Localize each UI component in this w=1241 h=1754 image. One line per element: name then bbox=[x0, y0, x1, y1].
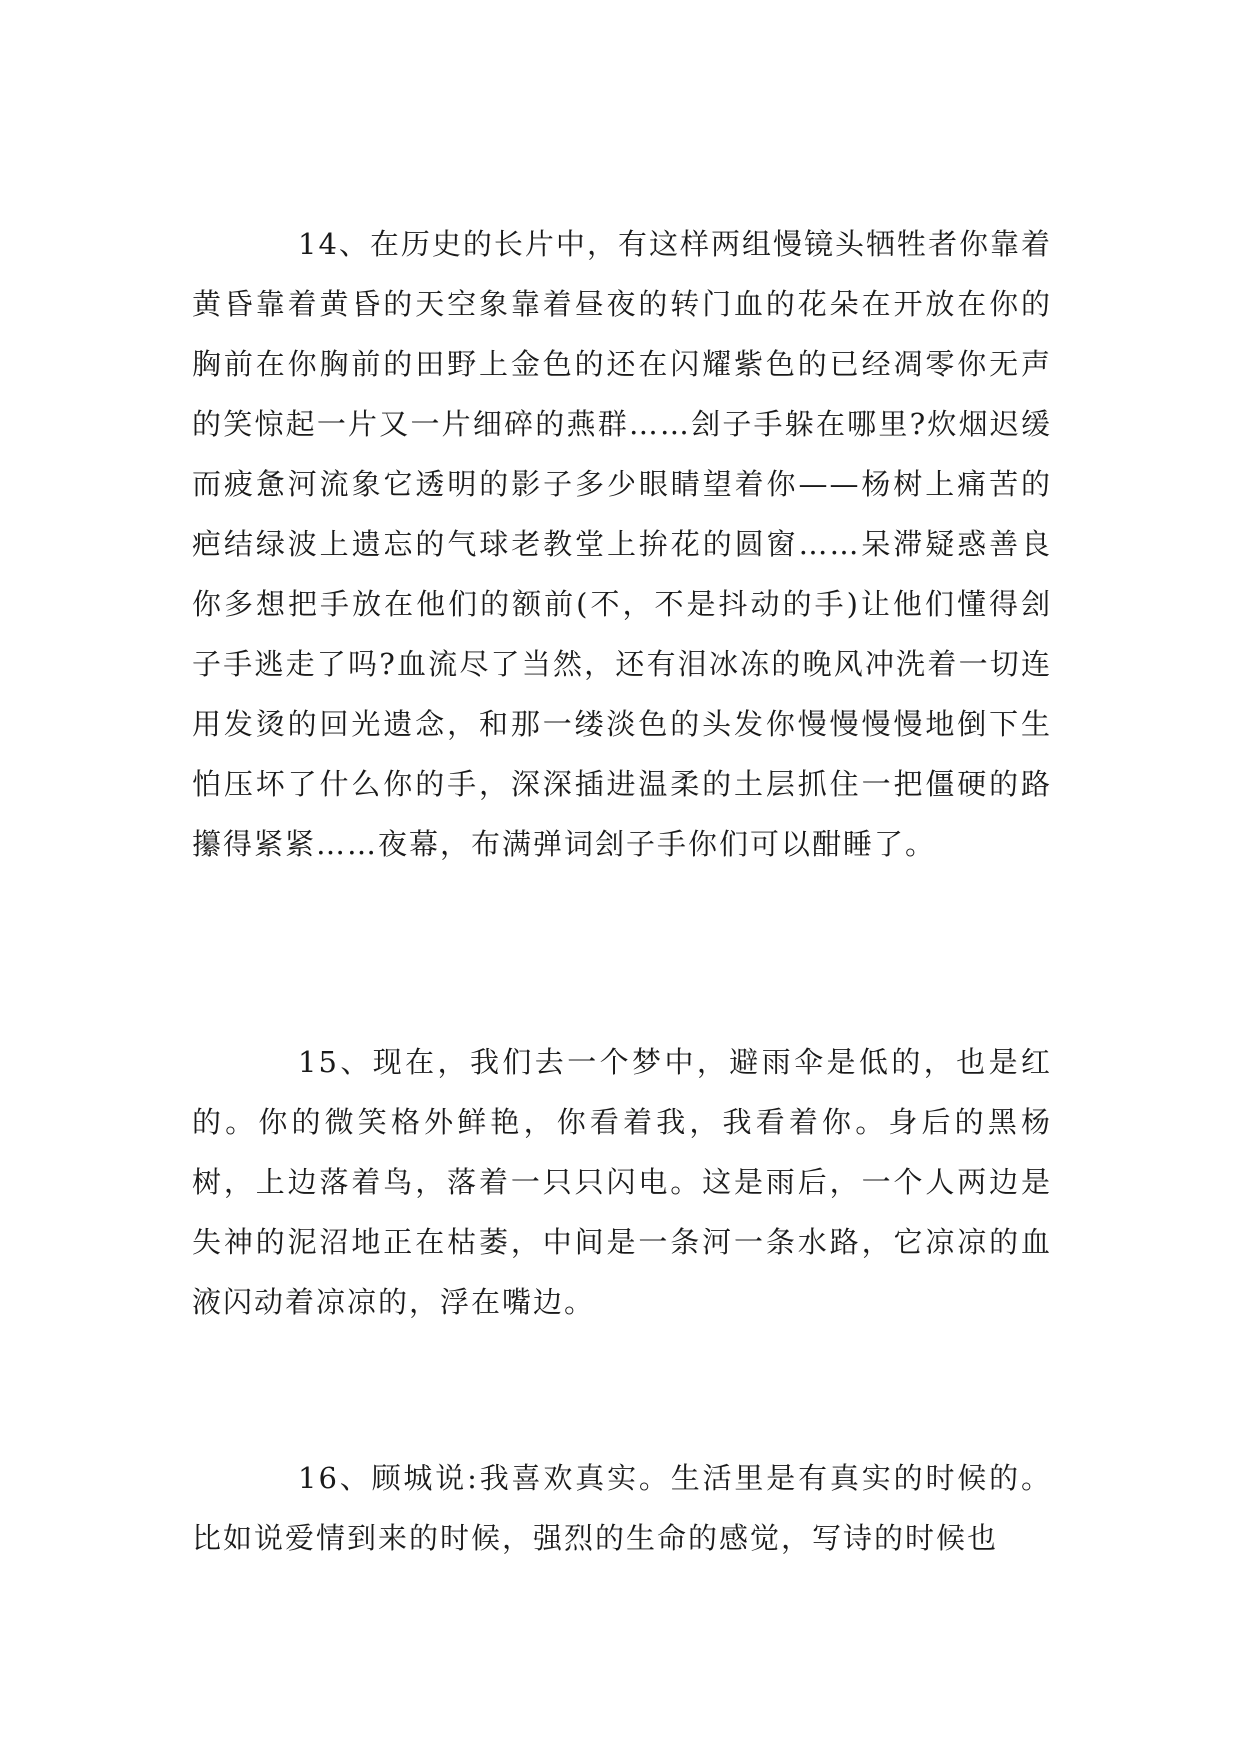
paragraph-16: 16、顾城说:我喜欢真实。生活里是有真实的时候的。比如说爱情到来的时候，强烈的生命的感觉，写诗的时候也 bbox=[192, 1461, 1052, 1555]
paragraph-14: 14、在历史的长片中，有这样两组慢镜头牺牲者你靠着黄昏靠着黄昏的天空象靠着昼夜的转门血的花朵在开放在你的胸前在你胸前的田野上金色的还在闪耀紫色的已经凋零你无声的笑惊起一片又一片细碎的燕群……刽子手躲在哪里?炊烟迟缓而疲惫河流象它透明的影子多少眼睛望着你——杨树上痛苦的疤结绿波上遗忘的气球老教堂上拚花的圆窗……呆滞疑惑善良你多想把手放在他们的额前(不，不是抖动的手)让他们懂得刽子手逃走了吗?血流尽了当然，还有泪冰冻的晚风冲洗着一切连用发烫的回光遗念，和那一缕淡色的头发你慢慢慢慢地倒下生怕压坏了什么你的手，深深插进温柔的土层抓住一把僵硬的路攥得紧紧……夜幕，布满弹词刽子手你们可以酣睡了。 bbox=[192, 227, 1052, 861]
paragraph-15: 15、现在，我们去一个梦中，避雨伞是低的，也是红的。你的微笑格外鲜艳，你看着我，我看着你。身后的黑杨树，上边落着鸟，落着一只只闪电。这是雨后，一个人两边是失神的泥沼地正在枯萎，中间是一条河一条水路，它凉凉的血液闪动着凉凉的，浮在嘴边。 bbox=[192, 1045, 1052, 1319]
